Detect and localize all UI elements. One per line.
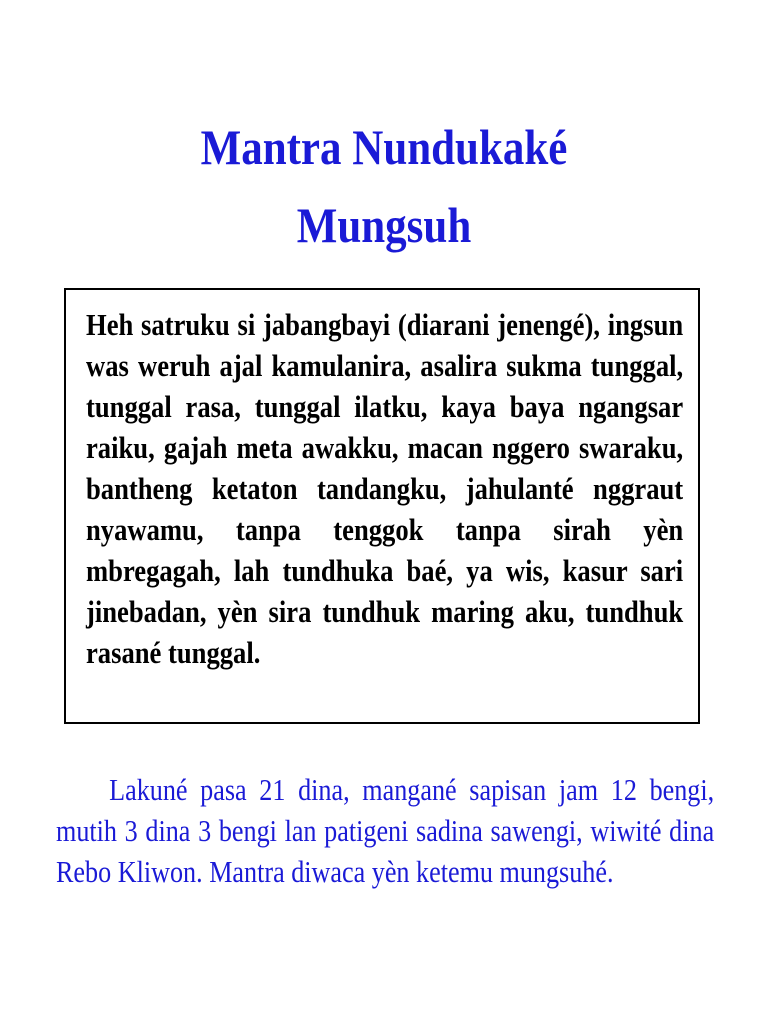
- mantra-box: [64, 288, 700, 724]
- instructions-paragraph: Lakuné pasa 21 dina, mangané sapisan jam 12 bengi, mutih 3 dina 3 bengi lan patigeni sadina sawengi, wiwité dina Rebo Kliwon. Mantra diwaca yèn ketemu mungsuhé.: [56, 773, 715, 889]
- page-title: [54, 108, 714, 264]
- title-line-1: Mantra Nundukaké: [200, 119, 568, 175]
- mantra-text: Heh satruku si jabangbayi (diarani jenengé), ingsun was weruh ajal kamulanira, asalira sukma tunggal, tunggal rasa, tunggal ilatku, kaya baya ngangsar raiku, gajah meta awakku, macan nggero swaraku, bantheng ketaton tandangku, jahulanté nggraut nyawamu, tanpa tenggok tanpa sirah yèn mbregagah, lah tundhuka baé, ya wis, kasur sari jinebadan, yèn sira tundhuk maring aku, tundhuk rasané tunggal.: [86, 307, 684, 670]
- title-line-2: Mungsuh: [296, 197, 472, 253]
